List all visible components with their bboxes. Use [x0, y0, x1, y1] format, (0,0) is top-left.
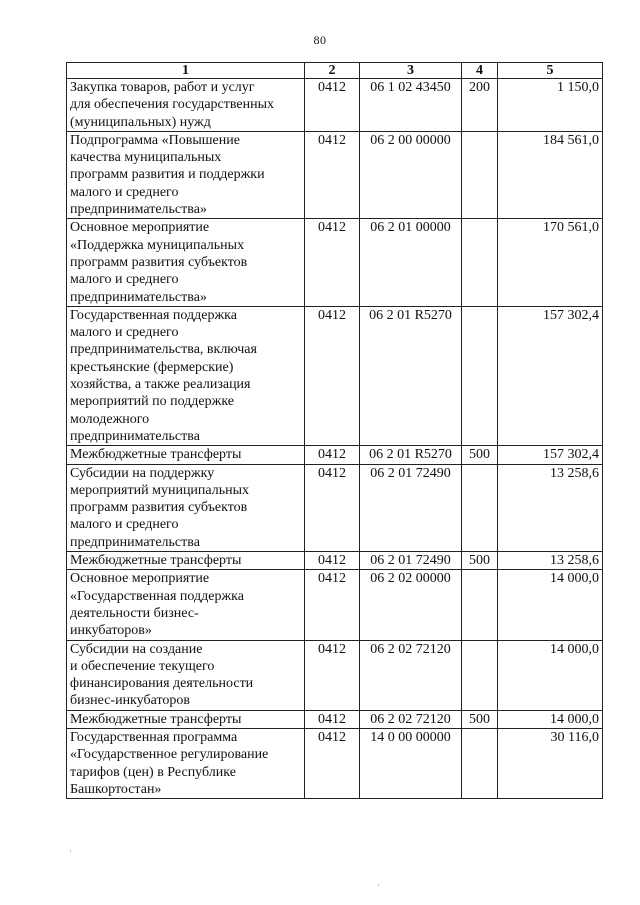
cell-name-line: Основное мероприятие [70, 220, 210, 236]
scan-speck [378, 884, 379, 886]
cell-code: 06 2 01 R5270 [360, 306, 462, 445]
cell-name-line: Башкортостан» [70, 781, 162, 797]
header-row [67, 63, 603, 79]
cell-section: 0412 [305, 640, 360, 710]
cell-name-line: предпринимательства, включая [70, 342, 257, 358]
cell-name-line: «Государственная поддержка [70, 588, 244, 604]
cell-name [67, 219, 305, 306]
cell-name-line: программ развития и поддержки [70, 167, 265, 183]
cell-name-line: бизнес-инкубаторов [70, 693, 190, 709]
cell-code: 06 2 02 00000 [360, 570, 462, 640]
cell-code: 06 1 02 43450 [360, 79, 462, 132]
cell-name-line: деятельности бизнес- [70, 605, 199, 621]
cell-amount: 157 302,4 [498, 306, 603, 445]
table-row [67, 219, 603, 306]
cell-name-line: Межбюджетные трансферты [70, 711, 242, 727]
table-row [67, 464, 603, 551]
cell-name-line: Межбюджетные трансферты [70, 447, 242, 463]
cell-name-line: программ развития субъектов [70, 254, 248, 270]
page-number: 80 [313, 33, 327, 47]
cell-name-line: Основное мероприятие [70, 571, 210, 587]
cell-code: 14 0 00 00000 [360, 728, 462, 798]
cell-name-line: Субсидии на создание [70, 641, 203, 657]
cell-type: 500 [462, 710, 498, 728]
cell-type: 500 [462, 446, 498, 464]
cell-name [67, 131, 305, 218]
header-col-3: 3 [360, 63, 462, 79]
cell-name-line: качества муниципальных [70, 150, 222, 166]
cell-section: 0412 [305, 219, 360, 306]
cell-name-line: малого и среднего [70, 272, 179, 288]
cell-type [462, 728, 498, 798]
cell-section: 0412 [305, 131, 360, 218]
cell-name-line: мероприятий по поддержке [70, 394, 234, 410]
cell-name-line: Государственная поддержка [70, 307, 237, 323]
cell-section: 0412 [305, 728, 360, 798]
cell-section: 0412 [305, 446, 360, 464]
cell-type: 500 [462, 552, 498, 570]
scan-speck [70, 850, 71, 852]
cell-name-line: предпринимательства» [70, 289, 207, 305]
header-col-2: 2 [305, 63, 360, 79]
cell-name-line: Подпрограмма «Повышение [70, 132, 240, 148]
cell-name-line: хозяйства, а также реализация [70, 377, 251, 393]
cell-amount: 170 561,0 [498, 219, 603, 306]
budget-table [66, 62, 603, 799]
cell-name-line: Межбюджетные трансферты [70, 553, 242, 569]
cell-code: 06 2 01 00000 [360, 219, 462, 306]
cell-name-line: предпринимательства» [70, 202, 207, 218]
cell-name-line: «Государственное регулирование [70, 747, 269, 763]
cell-amount: 13 258,6 [498, 552, 603, 570]
cell-name-line: крестьянские (фермерские) [70, 359, 234, 375]
cell-name [67, 570, 305, 640]
cell-name-line: инкубаторов» [70, 623, 152, 639]
cell-amount: 30 116,0 [498, 728, 603, 798]
cell-name-line: Закупка товаров, работ и услуг [70, 80, 255, 95]
cell-code: 06 2 01 R5270 [360, 446, 462, 464]
table-row [67, 131, 603, 218]
cell-name [67, 306, 305, 445]
cell-name-line: финансирования деятельности [70, 676, 254, 692]
cell-type [462, 570, 498, 640]
cell-section: 0412 [305, 306, 360, 445]
cell-section: 0412 [305, 79, 360, 132]
cell-amount: 157 302,4 [498, 446, 603, 464]
cell-amount: 13 258,6 [498, 464, 603, 551]
cell-name [67, 464, 305, 551]
cell-amount: 14 000,0 [498, 710, 603, 728]
cell-amount: 1 150,0 [498, 79, 603, 132]
cell-section: 0412 [305, 464, 360, 551]
cell-amount: 14 000,0 [498, 640, 603, 710]
cell-type [462, 464, 498, 551]
header-col-1: 1 [67, 63, 305, 79]
cell-name-line: предпринимательства [70, 428, 200, 444]
table-row [67, 552, 603, 570]
cell-amount: 184 561,0 [498, 131, 603, 218]
cell-type [462, 219, 498, 306]
cell-type [462, 640, 498, 710]
cell-name-line: программ развития субъектов [70, 500, 248, 516]
cell-name [67, 640, 305, 710]
cell-type: 200 [462, 79, 498, 132]
cell-code: 06 2 01 72490 [360, 552, 462, 570]
cell-name-line: «Поддержка муниципальных [70, 237, 245, 253]
cell-name-line: Субсидии на поддержку [70, 465, 215, 481]
cell-name-line: тарифов (цен) в Республике [70, 764, 236, 780]
cell-name-line: для обеспечения государственных [70, 97, 274, 113]
cell-section: 0412 [305, 552, 360, 570]
header-col-5: 5 [498, 63, 603, 79]
table-body [67, 79, 603, 799]
cell-name [67, 446, 305, 464]
cell-name-line: и обеспечение текущего [70, 658, 215, 674]
cell-amount: 14 000,0 [498, 570, 603, 640]
cell-code: 06 2 02 72120 [360, 710, 462, 728]
cell-name-line: Государственная программа [70, 729, 238, 745]
cell-section: 0412 [305, 710, 360, 728]
cell-name-line: молодежного [70, 411, 150, 427]
cell-type [462, 131, 498, 218]
cell-code: 06 2 02 72120 [360, 640, 462, 710]
table-row [67, 570, 603, 640]
cell-name-line: малого и среднего [70, 517, 179, 533]
table-row [67, 640, 603, 710]
cell-code: 06 2 01 72490 [360, 464, 462, 551]
cell-name [67, 710, 305, 728]
cell-code: 06 2 00 00000 [360, 131, 462, 218]
cell-name-line: малого и среднего [70, 184, 179, 200]
cell-name [67, 728, 305, 798]
table-row [67, 710, 603, 728]
cell-type [462, 306, 498, 445]
table-row [67, 728, 603, 798]
cell-section: 0412 [305, 570, 360, 640]
table-row [67, 446, 603, 464]
header-col-4: 4 [462, 63, 498, 79]
cell-name-line: мероприятий муниципальных [70, 482, 250, 498]
table-row [67, 79, 603, 132]
cell-name-line: предпринимательства [70, 534, 200, 550]
cell-name [67, 79, 305, 132]
cell-name-line: (муниципальных) нужд [70, 114, 211, 130]
table-row [67, 306, 603, 445]
cell-name [67, 552, 305, 570]
cell-name-line: малого и среднего [70, 325, 179, 341]
